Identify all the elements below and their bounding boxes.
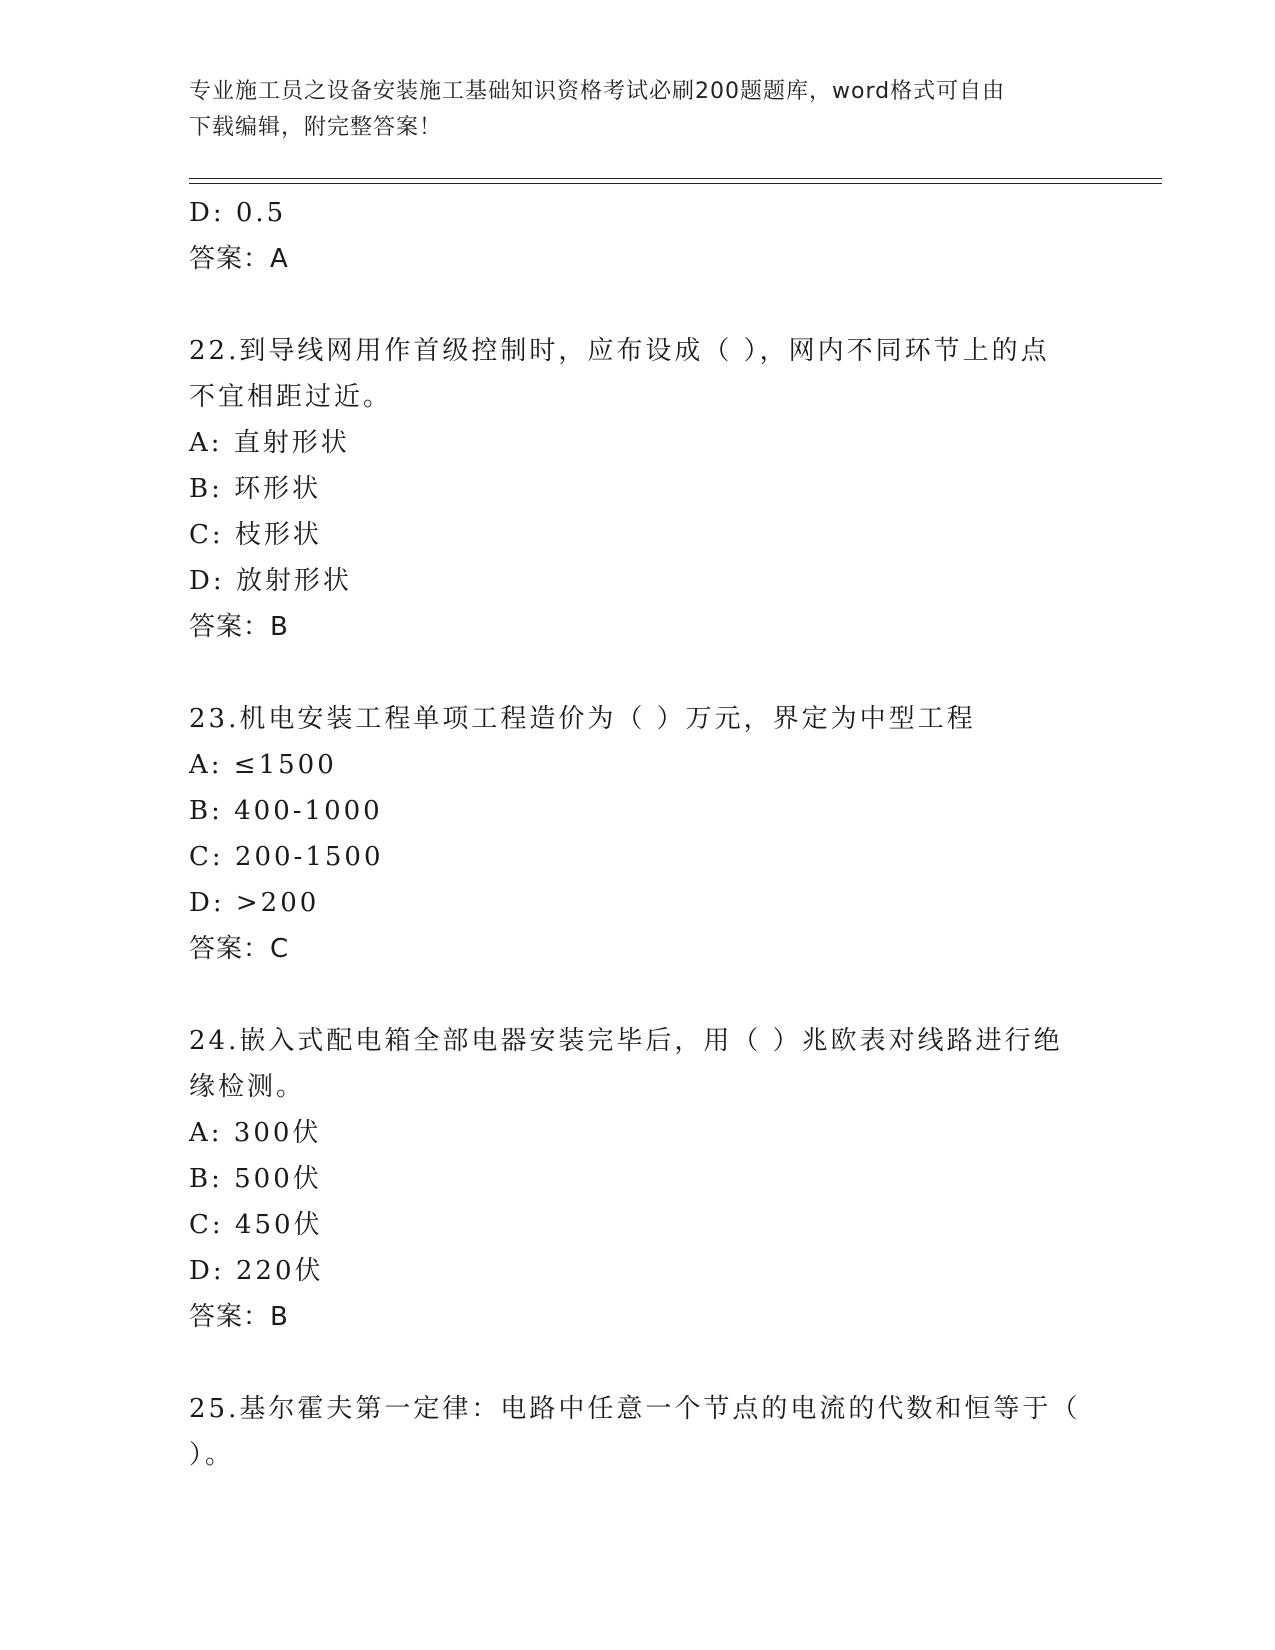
option-d: D: 放射形状 — [189, 566, 352, 596]
question-text-line-1: 23.机电安装工程单项工程造价为（ ）万元，界定为中型工程 — [189, 704, 976, 734]
answer-line: 答案：B — [189, 612, 289, 642]
option-a: A: ≤1500 — [189, 750, 337, 780]
question-text-line-1: 22.到导线网用作首级控制时，应布设成（ ），网内不同环节上的点 — [189, 336, 1050, 366]
question-text-line-1: 24.嵌入式配电箱全部电器安装完毕后，用（ ）兆欧表对线路进行绝 — [189, 1026, 1063, 1056]
option-b: B: 400-1000 — [189, 796, 383, 826]
header-line-1: 专业施工员之设备安装施工基础知识资格考试必刷200题题库，word格式可自由 — [189, 79, 1006, 104]
spacer — [189, 282, 1089, 328]
option-c: C: 200-1500 — [189, 842, 384, 872]
option-a: A: 直射形状 — [189, 428, 350, 458]
question-text-line-2: 缘检测。 — [189, 1072, 306, 1102]
answer-line: 答案：B — [189, 1302, 289, 1332]
question-text-line-1: 25.基尔霍夫第一定律：电路中任意一个节点的电流的代数和恒等于（ — [189, 1394, 1081, 1424]
question-text-line-2: 不宜相距过近。 — [189, 382, 393, 412]
option-c: C: 枝形状 — [189, 520, 322, 550]
question-23 — [189, 696, 1069, 742]
option-c: C: 450伏 — [189, 1210, 323, 1240]
document-body — [189, 190, 1089, 1478]
question-24 — [189, 1018, 1069, 1110]
question-text-line-2: ）。 — [189, 1440, 235, 1470]
spacer — [189, 972, 1089, 1018]
option-b: B: 500伏 — [189, 1164, 322, 1194]
answer-line: 答案：A — [189, 244, 289, 274]
option-d: D: 220伏 — [189, 1256, 324, 1286]
document-header — [189, 74, 1069, 146]
option-a: A: 300伏 — [189, 1118, 322, 1148]
option-d: D: >200 — [189, 888, 320, 918]
option-b: B: 环形状 — [189, 474, 322, 504]
question-25 — [189, 1386, 1081, 1478]
option-d: D: 0.5 — [189, 198, 287, 228]
answer-line: 答案：C — [189, 934, 290, 964]
spacer — [189, 1340, 1089, 1386]
header-divider-bottom — [189, 183, 1162, 184]
question-22 — [189, 328, 1069, 420]
header-divider-top — [189, 178, 1162, 179]
spacer — [189, 650, 1089, 696]
header-line-2: 下载编辑，附完整答案！ — [189, 115, 443, 140]
